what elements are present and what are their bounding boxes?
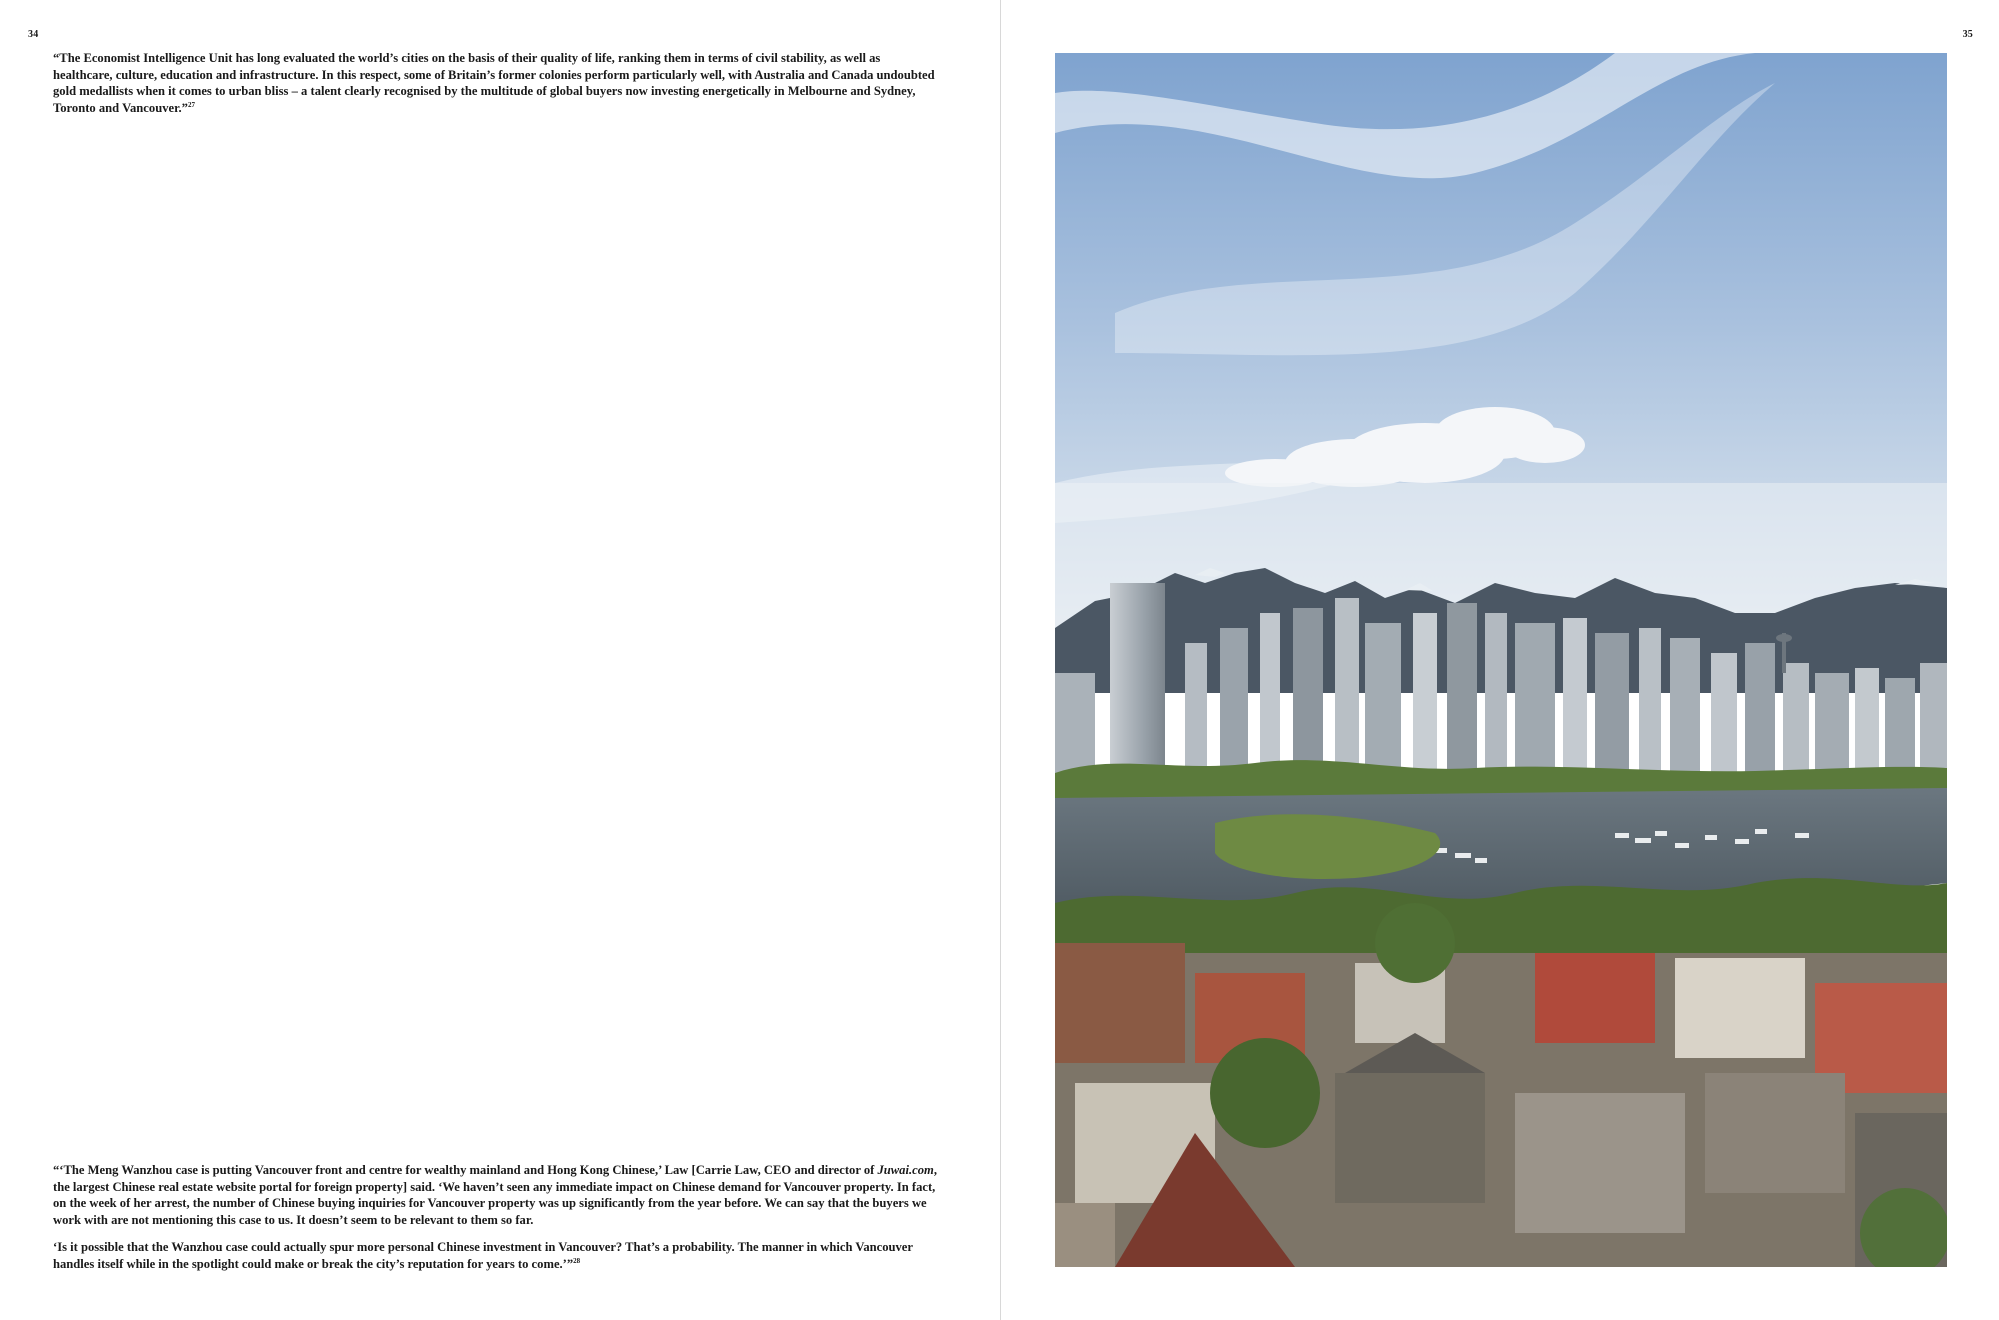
right-page: [1001, 0, 1999, 1320]
juwai-link-text: Juwai.com: [877, 1163, 934, 1177]
quote-economist-paragraph: [53, 50, 938, 116]
quote-meng-wanzhou: [53, 1162, 938, 1273]
page-number-right: 35: [1962, 29, 1973, 40]
quote-economist: [53, 50, 938, 116]
neighbourhood-rooftops: [1055, 903, 1947, 1267]
page-number-left: 34: [28, 29, 39, 40]
quote-p1-start: “‘The Meng Wanzhou case is putting Vancouver front and centre for wealthy mainland and Hong Kong Chinese,’ Law [Carrie Law, CEO and director of: [53, 1163, 878, 1177]
vancouver-skyline-photo: [1055, 53, 1947, 1267]
footnote-ref-28: 28: [573, 1256, 581, 1265]
quote-paragraph-2: [53, 1239, 938, 1272]
quote-paragraph-1: [53, 1162, 938, 1228]
quote-economist-text: “The Economist Intelligence Unit has long evaluated the world’s cities on the basis of their quality of life, ranking them in terms of civil stability, as well as healthcare, culture, education and infrastructure. In this respect, some of Britain’s former colonies perform particularly well, with Australia and Canada undoubted gold medallists when it comes to urban bliss – a talent clearly recognised by the multitude of global buyers now investing energetically in Melbourne and Sydney, Toronto and Vancouver.”: [53, 51, 935, 115]
quote-p1-end: , the largest Chinese real estate website portal for foreign property] said. ‘We haven’t seen any immediate impact on Chinese demand for Vancouver property. In fact, on the week of her arrest, the number of Chinese buying inquiries for Vancouver property was up significantly from the year before. We can say that the buyers we work with are not mentioning this case to us. It doesn’t seem to be relevant to them so far.: [53, 1163, 937, 1227]
photo-illustration: [1055, 53, 1947, 1267]
quote-p2-text: ‘Is it possible that the Wanzhou case could actually spur more personal Chinese investment in Vancouver? That’s a probability. The manner in which Vancouver handles itself while in the spotlight could make or break the city’s reputation for years to come.’”: [53, 1240, 913, 1271]
footnote-ref-27: 27: [187, 100, 195, 109]
